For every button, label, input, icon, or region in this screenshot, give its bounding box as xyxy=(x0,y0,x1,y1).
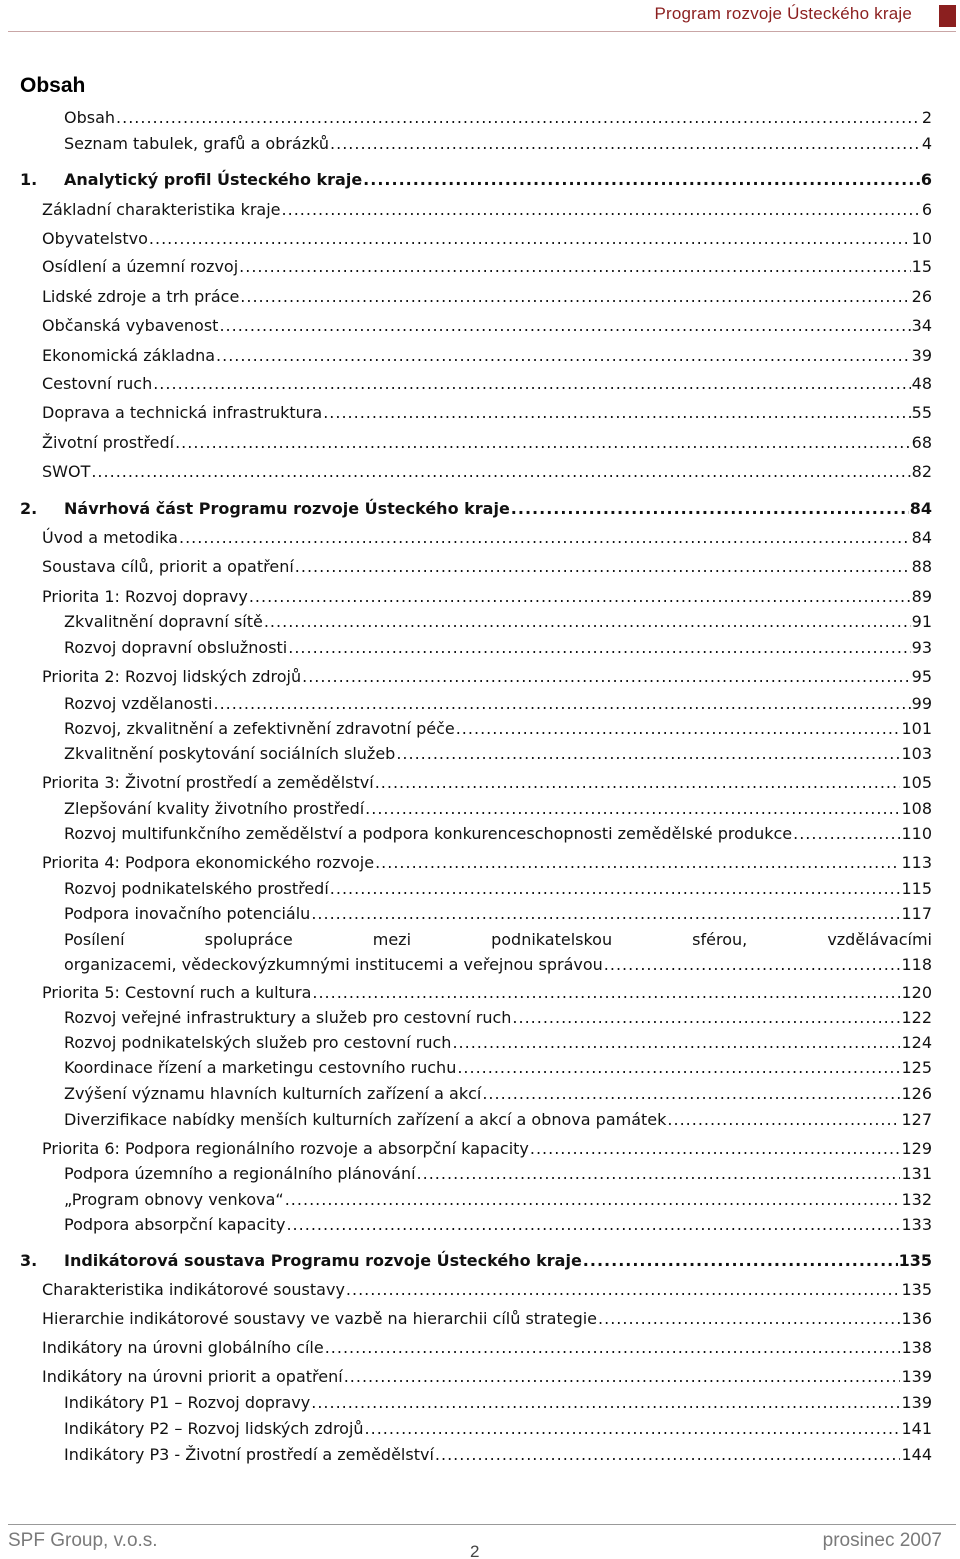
toc-entry-page: 105 xyxy=(901,773,932,792)
toc-dot-leader xyxy=(604,955,901,975)
toc-entry-title: Indikátory P3 - Životní prostředí a zemědělství xyxy=(64,1445,434,1464)
toc-entry-title: Priorita 6: Podpora regionálního rozvoje a absorpční kapacity xyxy=(42,1139,529,1158)
toc-entry-page: 139 xyxy=(901,1367,932,1386)
toc-entry-title: Rozvoj dopravní obslužnosti xyxy=(64,638,288,657)
toc-entry-title: Podpora územního a regionálního plánování xyxy=(64,1164,416,1183)
toc-entry[interactable] xyxy=(42,853,932,873)
toc-entry[interactable] xyxy=(42,257,932,277)
toc-dot-leader xyxy=(219,316,910,336)
toc-entry[interactable] xyxy=(64,955,932,975)
toc-entry-page: 139 xyxy=(901,1393,932,1412)
toc-dot-leader xyxy=(512,1008,900,1028)
toc-entry-word: podnikatelskou xyxy=(491,930,613,949)
toc-entry-page: 110 xyxy=(901,824,932,843)
toc-entry[interactable] xyxy=(42,374,932,394)
toc-dot-leader xyxy=(375,853,900,873)
toc-dot-leader xyxy=(667,1110,900,1130)
toc-entry-page: 129 xyxy=(901,1139,932,1158)
toc-entry[interactable] xyxy=(42,200,932,220)
toc-entry-page: 68 xyxy=(911,433,932,452)
toc-entry-page: 6 xyxy=(921,200,932,219)
toc-entry-page: 118 xyxy=(901,955,932,974)
toc-entry-title: Cestovní ruch xyxy=(42,374,153,393)
toc-entry-title: Indikátory P1 – Rozvoj dopravy xyxy=(64,1393,311,1412)
toc-entry[interactable] xyxy=(42,229,932,249)
toc-dot-leader xyxy=(330,134,921,154)
toc-dot-leader xyxy=(285,1190,901,1210)
toc-dot-leader xyxy=(511,499,909,519)
toc-entry-title: Analytický profil Ústeckého kraje xyxy=(64,170,363,189)
toc-entry-title: Základní charakteristika kraje xyxy=(42,200,281,219)
toc-entry-title: Rozvoj veřejné infrastruktury a služeb pro cestovní ruch xyxy=(64,1008,512,1027)
toc-entry-page: 6 xyxy=(920,170,932,189)
toc-dot-leader xyxy=(249,587,911,607)
toc-entry[interactable] xyxy=(42,1309,932,1329)
toc-entry[interactable] xyxy=(64,1393,932,1413)
toc-entry[interactable] xyxy=(64,744,932,764)
toc-entry-page: 95 xyxy=(911,667,932,686)
toc-entry[interactable] xyxy=(64,1419,932,1439)
toc-dot-leader xyxy=(312,983,900,1003)
toc-dot-leader xyxy=(417,1164,901,1184)
toc-entry-title: Návrhová část Programu rozvoje Ústeckého kraje xyxy=(64,499,510,518)
toc-entry[interactable] xyxy=(42,462,932,482)
toc-entry-title: Rozvoj podnikatelského prostředí xyxy=(64,879,329,898)
toc-entry-title: Zkvalitnění dopravní sítě xyxy=(64,612,263,631)
footer-date: prosinec 2007 xyxy=(822,1530,942,1551)
toc-entry[interactable] xyxy=(64,1058,932,1078)
toc-entry-page: 82 xyxy=(911,462,932,481)
toc-entry-title: SWOT xyxy=(42,462,91,481)
toc-entry-page: 115 xyxy=(901,879,932,898)
toc-dot-leader xyxy=(282,200,921,220)
toc-dot-leader xyxy=(598,1309,900,1329)
toc-entry-title: Zvýšení významu hlavních kulturních zařízení a akcí xyxy=(64,1084,482,1103)
toc-entry-title: „Program obnovy venkova“ xyxy=(64,1190,284,1209)
toc-entry[interactable] xyxy=(42,1367,932,1387)
toc-entry-title: Zlepšování kvality životního prostředí xyxy=(64,799,365,818)
toc-dot-leader xyxy=(330,879,901,899)
toc-entry-page: 48 xyxy=(911,374,932,393)
toc-dot-leader xyxy=(365,799,900,819)
toc-dot-leader xyxy=(435,1445,901,1465)
toc-dot-leader xyxy=(153,374,910,394)
toc-entry-page: 141 xyxy=(901,1419,932,1438)
toc-entry-page: 99 xyxy=(911,694,932,713)
toc-entry[interactable] xyxy=(64,1164,932,1184)
toc-dot-leader xyxy=(216,346,911,366)
page-title: Obsah xyxy=(20,74,86,97)
toc-entry[interactable] xyxy=(64,1008,932,1028)
toc-entry[interactable] xyxy=(42,346,932,366)
toc-entry-page: 55 xyxy=(911,403,932,422)
toc-entry-page: 127 xyxy=(901,1110,932,1129)
toc-entry-page: 10 xyxy=(911,229,932,248)
toc-entry-title: Občanská vybavenost xyxy=(42,316,219,335)
toc-entry[interactable] xyxy=(42,528,932,548)
toc-dot-leader xyxy=(452,1033,900,1053)
toc-entry-title: Soustava cílů, priorit a opatření xyxy=(42,557,294,576)
toc-entry-page: 84 xyxy=(911,528,932,547)
toc-entry-page: 15 xyxy=(911,257,932,276)
toc-entry-title: organizacemi, vědeckovýzkumnými institucemi a veřejnou správou xyxy=(64,955,603,974)
toc-entry-page: 124 xyxy=(901,1033,932,1052)
toc-entry-page: 144 xyxy=(901,1445,932,1464)
toc-entry-page: 117 xyxy=(901,904,932,923)
toc-dot-leader xyxy=(311,1393,900,1413)
toc-entry[interactable] xyxy=(42,557,932,577)
toc-entry-page: 131 xyxy=(901,1164,932,1183)
toc-entry-title: Úvod a metodika xyxy=(42,528,178,547)
toc-entry[interactable] xyxy=(42,287,932,307)
toc-entry-page: 122 xyxy=(901,1008,932,1027)
toc-entry[interactable] xyxy=(42,587,932,607)
toc-dot-leader xyxy=(375,773,901,793)
toc-entry-page: 34 xyxy=(911,316,932,335)
toc-entry-page: 132 xyxy=(901,1190,932,1209)
toc-entry-title: Osídlení a územní rozvoj xyxy=(42,257,239,276)
toc-entry-title: Doprava a technická infrastruktura xyxy=(42,403,323,422)
toc-entry[interactable] xyxy=(64,1033,932,1053)
toc-dot-leader xyxy=(149,229,911,249)
toc-entry-word: vzdělávacími xyxy=(827,930,932,949)
toc-entry[interactable] xyxy=(42,667,932,687)
toc-entry[interactable] xyxy=(64,719,932,739)
toc-dot-leader xyxy=(456,719,901,739)
toc-entry-title: Životní prostředí xyxy=(42,433,175,452)
toc-entry-page: 138 xyxy=(901,1338,932,1357)
toc-dot-leader xyxy=(295,557,911,577)
toc-dot-leader xyxy=(482,1084,900,1104)
toc-entry[interactable] xyxy=(64,694,932,714)
toc-entry-page: 103 xyxy=(901,744,932,763)
toc-entry[interactable] xyxy=(42,433,932,453)
footer-page-number: 2 xyxy=(470,1542,480,1559)
toc-entry-page: 101 xyxy=(901,719,932,738)
toc-entry[interactable] xyxy=(64,1190,932,1210)
toc-entry-title: Charakteristika indikátorové soustavy xyxy=(42,1280,345,1299)
toc-entry-page: 126 xyxy=(901,1084,932,1103)
toc-dot-leader xyxy=(793,824,900,844)
toc-entry[interactable] xyxy=(64,1110,932,1130)
toc-entry-title: Diverzifikace nabídky menších kulturních zařízení a akcí a obnova památek xyxy=(64,1110,667,1129)
toc-chapter-number: 2. xyxy=(20,499,38,518)
toc-entry[interactable] xyxy=(42,983,932,1003)
toc-dot-leader xyxy=(264,612,911,632)
toc-entry-page: 26 xyxy=(911,287,932,306)
toc-entry-title: Rozvoj vzdělanosti xyxy=(64,694,213,713)
toc-entry-title: Hierarchie indikátorové soustavy ve vazbě na hierarchii cílů strategie xyxy=(42,1309,598,1328)
toc-entry-page: 93 xyxy=(911,638,932,657)
toc-dot-leader xyxy=(240,287,910,307)
toc-dot-leader xyxy=(179,528,911,548)
toc-entry-page: 84 xyxy=(909,499,932,518)
toc-dot-leader xyxy=(288,638,910,658)
footer-rule xyxy=(8,1524,956,1525)
toc-entry[interactable] xyxy=(64,638,932,658)
toc-entry[interactable] xyxy=(42,1338,932,1358)
toc-entry-title: Indikátory P2 – Rozvoj lidských zdrojů xyxy=(64,1419,364,1438)
toc-entry-word: spolupráce xyxy=(204,930,293,949)
toc-entry-title: Priorita 2: Rozvoj lidských zdrojů xyxy=(42,667,302,686)
toc-entry-title: Indikátorová soustava Programu rozvoje Ústeckého kraje xyxy=(64,1251,582,1270)
toc-dot-leader xyxy=(346,1280,901,1300)
toc-entry-word: mezi xyxy=(372,930,412,949)
toc-entry-page: 88 xyxy=(911,557,932,576)
footer-company: SPF Group, v.o.s. xyxy=(8,1530,158,1551)
toc-dot-leader xyxy=(363,170,920,190)
toc-dot-leader xyxy=(365,1419,901,1439)
toc-entry-title: Lidské zdroje a trh práce xyxy=(42,287,240,306)
toc-entry[interactable] xyxy=(42,773,932,793)
toc-entry[interactable] xyxy=(42,1139,932,1159)
toc-entry-title: Rozvoj podnikatelských služeb pro cestovní ruch xyxy=(64,1033,452,1052)
toc-entry-title: Priorita 3: Životní prostředí a zemědělství xyxy=(42,773,374,792)
toc-entry[interactable] xyxy=(64,1445,932,1465)
toc-entry-page: 89 xyxy=(911,587,932,606)
toc-entry-page: 2 xyxy=(921,108,932,127)
toc-entry-title: Obsah xyxy=(64,108,116,127)
toc-dot-leader xyxy=(311,904,900,924)
toc-entry-title: Zkvalitnění poskytování sociálních služeb xyxy=(64,744,396,763)
toc-entry-page: 113 xyxy=(901,853,932,872)
toc-entry[interactable] xyxy=(64,612,932,632)
toc-entry-title: Indikátory na úrovni priorit a opatření xyxy=(42,1367,343,1386)
toc-entry-title: Rozvoj, zkvalitnění a zefektivnění zdravotní péče xyxy=(64,719,455,738)
toc-entry-page: 39 xyxy=(911,346,932,365)
toc-entry-title: Podpora absorpční kapacity xyxy=(64,1215,286,1234)
toc-entry[interactable] xyxy=(42,1280,932,1300)
toc-entry[interactable] xyxy=(64,108,932,128)
toc-entry[interactable] xyxy=(64,824,932,844)
toc-dot-leader xyxy=(116,108,921,128)
toc-entry-title: Priorita 5: Cestovní ruch a kultura xyxy=(42,983,312,1002)
toc-entry-page: 136 xyxy=(901,1309,932,1328)
toc-chapter[interactable] xyxy=(20,170,932,190)
toc-dot-leader xyxy=(325,1338,901,1358)
toc-entry-title: Rozvoj multifunkčního zemědělství a podpora konkurenceschopnosti zemědělské produkce xyxy=(64,824,793,843)
toc-dot-leader xyxy=(344,1367,901,1387)
toc-entry-title: Koordinace řízení a marketingu cestovního ruchu xyxy=(64,1058,457,1077)
toc-entry-page: 135 xyxy=(901,1280,932,1299)
toc-dot-leader xyxy=(302,667,911,687)
toc-entry-title: Indikátory na úrovni globálního cíle xyxy=(42,1338,324,1357)
toc-entry-word: sférou, xyxy=(692,930,748,949)
toc-entry-title: Obyvatelstvo xyxy=(42,229,148,248)
toc-dot-leader xyxy=(530,1139,901,1159)
toc-dot-leader xyxy=(396,744,900,764)
toc-entry-page: 120 xyxy=(901,983,932,1002)
toc-entry-title: Ekonomická základna xyxy=(42,346,216,365)
toc-dot-leader xyxy=(583,1251,898,1271)
toc-dot-leader xyxy=(457,1058,900,1078)
toc-dot-leader xyxy=(239,257,911,277)
toc-dot-leader xyxy=(323,403,910,423)
toc-entry-page: 4 xyxy=(921,134,932,153)
toc-entry-title: Priorita 1: Rozvoj dopravy xyxy=(42,587,248,606)
toc-entry[interactable] xyxy=(64,879,932,899)
toc-entry-page: 135 xyxy=(898,1251,932,1270)
toc-entry-title: Seznam tabulek, grafů a obrázků xyxy=(64,134,330,153)
toc-chapter-number: 1. xyxy=(20,170,38,189)
toc-entry-title: Priorita 4: Podpora ekonomického rozvoje xyxy=(42,853,375,872)
toc-entry-title: Podpora inovačního potenciálu xyxy=(64,904,311,923)
toc-dot-leader xyxy=(286,1215,900,1235)
toc-entry[interactable] xyxy=(42,316,932,336)
toc-entry-word: Posílení xyxy=(64,930,125,949)
toc-dot-leader xyxy=(175,433,911,453)
toc-entry-page: 125 xyxy=(901,1058,932,1077)
toc-chapter-number: 3. xyxy=(20,1251,38,1270)
toc-entry[interactable] xyxy=(42,403,932,423)
toc-dot-leader xyxy=(91,462,910,482)
toc-entry[interactable] xyxy=(64,134,932,154)
toc-dot-leader xyxy=(213,694,910,714)
toc-entry-wrapped-line-1[interactable] xyxy=(64,930,932,950)
toc-chapter[interactable] xyxy=(20,1251,932,1271)
running-header-title: Program rozvoje Ústeckého kraje xyxy=(654,4,912,23)
toc-chapter[interactable] xyxy=(20,499,932,519)
toc-entry-page: 133 xyxy=(901,1215,932,1234)
toc-entry-page: 108 xyxy=(901,799,932,818)
toc-entry-page: 91 xyxy=(911,612,932,631)
toc-entry[interactable] xyxy=(64,904,932,924)
toc-entry[interactable] xyxy=(64,799,932,819)
toc-entry[interactable] xyxy=(64,1084,932,1104)
toc-entry[interactable] xyxy=(64,1215,932,1235)
